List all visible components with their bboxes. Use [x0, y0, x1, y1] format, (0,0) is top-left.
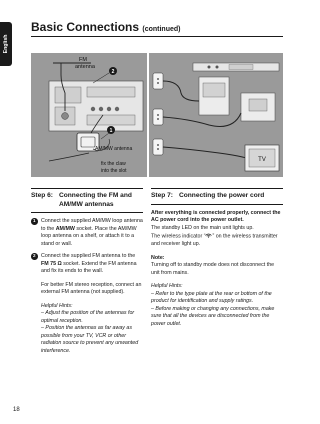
- step7-header: [151, 188, 283, 205]
- page-title: [31, 20, 180, 34]
- power-cord-illustration-drawing: [149, 53, 283, 177]
- fm-label-line1: FM: [79, 57, 87, 63]
- step6-hint-2: – Position the antennas as far away as possible from your TV, VCR or other radiation source to prevent any unwanted interference.: [41, 325, 139, 354]
- power-cord-illustration: [149, 53, 283, 177]
- step6-item-2-marker: 2: [32, 253, 36, 259]
- step7-note-title: Note:: [151, 254, 165, 261]
- step6-item-2: [31, 253, 143, 276]
- page-title-suffix: (continued): [142, 26, 181, 33]
- step6-hint-1: – Adjust the position of the antennas for optimal reception.: [41, 310, 135, 324]
- step6-hints-title: Helpful Hints:: [41, 302, 73, 309]
- antenna-cable: [49, 153, 89, 161]
- main-unit-display: [229, 65, 253, 70]
- antenna-illustration-drawing: [31, 53, 147, 177]
- callout-1-leader: [101, 133, 109, 139]
- step7-wireless-text: The wireless indicator “ ” on the wireless transmitter and receiver light up.: [151, 233, 278, 248]
- step7-hint-2: – Before making or changing any connections, make sure that all the devices are disconnected from the power outlet.: [151, 305, 275, 327]
- panel-jack: [115, 107, 119, 111]
- subwoofer-panel: [203, 83, 225, 97]
- power-cord: [163, 81, 199, 101]
- fix-label-line1: fix the claw: [101, 161, 126, 167]
- wireless-receiver-panel: [249, 99, 267, 111]
- step7-hints-title: Helpful Hints:: [151, 283, 183, 290]
- tv-label: TV: [258, 157, 266, 163]
- page-title-text: Basic Connections: [31, 20, 140, 34]
- panel-jack: [99, 107, 103, 111]
- language-tab: [0, 22, 12, 66]
- amfm-label: AM/MW antenna: [95, 146, 133, 152]
- step6-item-1-marker: 1: [32, 218, 36, 224]
- page-number: 18: [13, 407, 20, 413]
- panel-connector-row: [87, 87, 135, 97]
- panel-jack: [91, 107, 95, 111]
- step7-number: Step 7:: [151, 192, 173, 199]
- step6-header: [31, 188, 143, 213]
- main-unit-button: [208, 66, 211, 69]
- step6-paragraph: For better FM stereo reception, connect an external FM antenna (not supplied).: [41, 281, 142, 296]
- language-tab-label: English: [3, 34, 9, 54]
- step6-item-1: [31, 218, 143, 248]
- step6-title: Connecting the FM and AM/MW antennas: [58, 192, 132, 208]
- step7-section: [151, 188, 283, 328]
- step6-item-1-text: Connect the supplied AM/MW loop antenna to the AM/MW socket. Place the AM/MW loop antenna on a shelf, or attach it to a stand or wall.: [41, 218, 143, 247]
- fm-socket: [62, 113, 69, 120]
- callout-2-label: 2: [111, 69, 115, 75]
- callout-1-label: 1: [109, 128, 113, 134]
- wall-outlet: [153, 73, 163, 89]
- step6-section: [31, 188, 143, 355]
- antenna-illustration: [31, 53, 147, 177]
- power-cord: [163, 147, 253, 161]
- step7-lead: After everything is connected properly, connect the AC power cord into the power outlet.: [151, 209, 281, 224]
- fix-label-line2: into the slot: [101, 168, 127, 174]
- title-rule: [31, 36, 283, 37]
- step6-number: Step 6:: [31, 192, 53, 199]
- step7-title: Connecting the power cord: [178, 192, 265, 199]
- wall-outlet: [153, 109, 163, 125]
- main-unit-button: [216, 66, 219, 69]
- wall-outlet: [153, 139, 163, 155]
- panel-jack: [107, 107, 111, 111]
- step7-note-text: Turning off to standby mode does not disconnect the unit from mains.: [151, 262, 275, 276]
- fm-label-line2: antenna: [75, 64, 95, 70]
- panel-terminal-row: [87, 115, 135, 125]
- step7-hint-1: – Refer to the type plate at the rear or bottom of the product for identification and supply ratings.: [151, 290, 272, 305]
- step7-standby-text: The standby LED on the main unit lights up.: [151, 224, 254, 231]
- step6-item-2-text: Connect the supplied FM antenna to the FM 75 Ω socket. Extend the FM antenna and fix its ends to the wall.: [41, 253, 137, 275]
- panel-socket-block: [55, 87, 81, 103]
